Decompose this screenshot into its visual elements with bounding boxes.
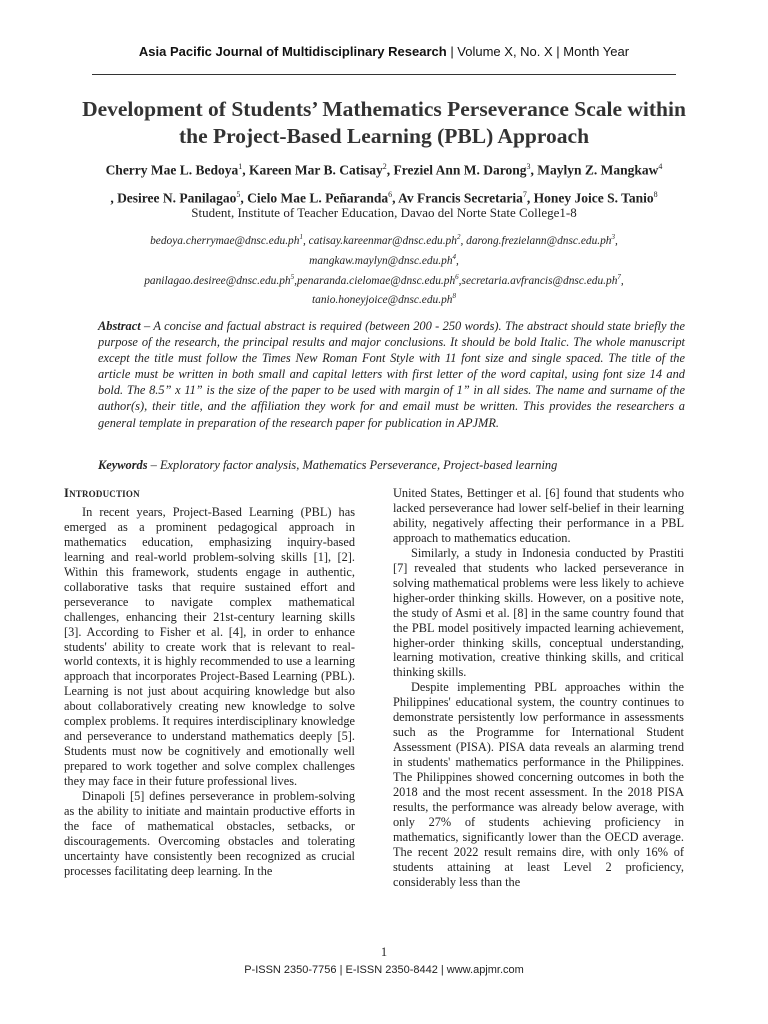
author-6-sup: 6 <box>388 189 393 199</box>
journal-name: Asia Pacific Journal of Multidisciplinary Research <box>138 44 447 59</box>
author-2-sup: 2 <box>382 162 387 171</box>
header-divider <box>92 74 676 75</box>
author-7: , Av Francis Secretaria <box>392 190 523 205</box>
paper-title <box>40 96 728 150</box>
paragraph: Despite implementing PBL approaches within the Philippines' educational system, the country continues to demonstrate persistently low performance in assessments such as the Programme for International Student Assessment (PISA). PISA data reveals an alarming trend in students' mathematics performance in the Philippines. The Philippines showed concerning outcomes in both the 2018 and the most recent assessment. In the 2018 PISA results, the performance was already below average, with only 27% of students achieving proficiency in mathematics, significantly lower than the OECD average. The recent 2022 result remains dire, with only 16% of students attaining at least Level 2 proficiency, considerably less than the <box>393 680 684 889</box>
author-list <box>60 155 708 210</box>
author-3-sup: 3 <box>526 162 531 171</box>
email-5[interactable]: panilagao.desiree@dnsc.edu.ph <box>144 274 291 287</box>
email-2[interactable]: , catisay.kareenmar@dnsc.edu.ph <box>302 234 457 247</box>
right-column <box>393 486 684 890</box>
author-6: , Cielo Mae L. Peñaranda <box>240 190 389 205</box>
journal-issue: | Volume X, No. X | Month Year <box>446 44 630 59</box>
email-6[interactable]: ,penaranda.cielomae@dnsc.edu.ph <box>294 274 456 287</box>
email-sep: , <box>456 254 459 267</box>
keywords-label: Keywords <box>98 458 148 472</box>
journal-header <box>0 44 768 59</box>
author-4-sup: 4 <box>658 162 663 171</box>
title-line-1: Development of Students’ Mathematics Perseverance Scale within <box>82 97 686 121</box>
paragraph: In recent years, Project-Based Learning (PBL) has emerged as a prominent pedagogical approach in mathematics education, emphasizing inquiry-based learning and real-world problem-solving skills [1], [2]. Within this framework, students engage in authentic, collaborative tasks that require sustained effort and perseverance to navigate complex mathematical challenges, enhancing their 21st-century learning skills [3]. According to Fisher et al. [4], in order to enhance students' ability to create work that is relevant to real-world contexts, it is highly recommended to use a learning approach that incorporates Project-Based Learning (PBL). Learning is not just about acquiring knowledge but also about collaboratively creating new knowledge to solve complex problems. It requires interdisciplinary knowledge and perseverance to understand mathematics deeply [5]. Students must now be cognitively and emotionally well prepared to work together and solve complex challenges they may face in their future professional lives. <box>64 504 355 789</box>
abstract-label: Abstract <box>98 319 141 333</box>
email-1-sup: 1 <box>299 233 303 241</box>
email-1[interactable]: bedoya.cherrymae@dnsc.edu.ph <box>150 234 300 247</box>
author-5: , Desiree N. Panilagao <box>110 190 237 205</box>
abstract <box>98 318 685 431</box>
page-number: 1 <box>380 945 388 959</box>
affiliation: Student, Institute of Teacher Education, Davao del Norte State College1-8 <box>191 205 577 220</box>
email-6-sup: 6 <box>455 272 459 281</box>
email-sep: , <box>620 274 624 287</box>
keywords <box>98 458 685 473</box>
author-5-sup: 5 <box>236 189 241 199</box>
author-4: , Maylyn Z. Mangkaw <box>530 162 659 178</box>
paragraph: Similarly, a study in Indonesia conducted by Prastiti [7] revealed that students who lacked perseverance in solving mathematical problems were less likely to achieve higher-order thinking skills. However, on a positive note, the study of Asmi et al. [8] in the same country found that the PBL model positively impacted learning achievement, higher-order thinking skills, conceptual understanding, learning motivation, creative thinking skills, and critical thinking skills. <box>393 545 684 680</box>
section-heading-introduction: Introduction <box>64 486 140 500</box>
email-3-sup: 3 <box>611 233 616 241</box>
author-3: , Freziel Ann M. Darong <box>386 162 527 178</box>
email-7[interactable]: ,secretaria.avfrancis@dnsc.edu.ph <box>458 274 618 287</box>
title-line-2: the Project-Based Learning (PBL) Approach <box>178 124 590 148</box>
email-8[interactable]: tanio.honeyjoice@dnsc.edu.ph <box>312 294 453 307</box>
author-8: , Honey Joice S. Tanio <box>526 190 654 205</box>
footer-issn: P-ISSN 2350-7756 | E-ISSN 2350-8442 | www.apjmr.com <box>244 964 524 976</box>
author-1-sup: 1 <box>238 162 243 171</box>
email-4[interactable]: mangkaw.maylyn@dnsc.edu.ph <box>309 254 453 267</box>
paragraph: United States, Bettinger et al. [6] found that students who lacked perseverance had lower self-belief in their learning ability, negatively affecting their performance in a PBL approach to mathematics education. <box>393 486 684 545</box>
email-8-sup: 8 <box>452 292 456 301</box>
email-7-sup: 7 <box>617 272 621 281</box>
email-4-sup: 4 <box>452 252 457 261</box>
keywords-text: – Exploratory factor analysis, Mathematics Perseverance, Project-based learning <box>147 458 558 472</box>
abstract-text: – A concise and factual abstract is required (between 200 - 250 words). The abstract should state briefly the purpose of the research, the principal results and major conclusions. It should be bold Italic. The whole manuscript except the title must follow the Times New Roman Font Style with 11 font size and single spaced. The title of the article must be written in both small and capital letters with first letter of the word capital, using font size 14 and bold. The 8.5” x 11” is the size of the paper to be used with margin of 1” in all sides. The name and surname of the author(s), their title, and the affiliation they work for and email must be written. This provides the researchers a general template in preparation of the research paper for publication in APJMR. <box>98 319 685 430</box>
email-list <box>70 229 698 308</box>
paragraph: Dinapoli [5] defines perseverance in problem-solving as the ability to initiate and maintain productive efforts in the face of mathematical obstacles, setbacks, or discouragements. Overcoming obstacles and tolerating uncertainty have consistently been recognized as crucial processes facilitating deep learning. In the <box>64 789 355 878</box>
author-1: Cherry Mae L. Bedoya <box>105 162 239 178</box>
email-sep: , <box>615 234 618 247</box>
author-8-sup: 8 <box>653 189 658 199</box>
email-2-sup: 2 <box>456 233 461 241</box>
author-7-sup: 7 <box>522 189 527 199</box>
author-2: , Kareen Mar B. Catisay <box>242 162 383 178</box>
email-5-sup: 5 <box>290 272 295 281</box>
left-column <box>64 486 355 879</box>
email-3[interactable]: , darong.frezielann@dnsc.edu.ph <box>460 234 612 247</box>
